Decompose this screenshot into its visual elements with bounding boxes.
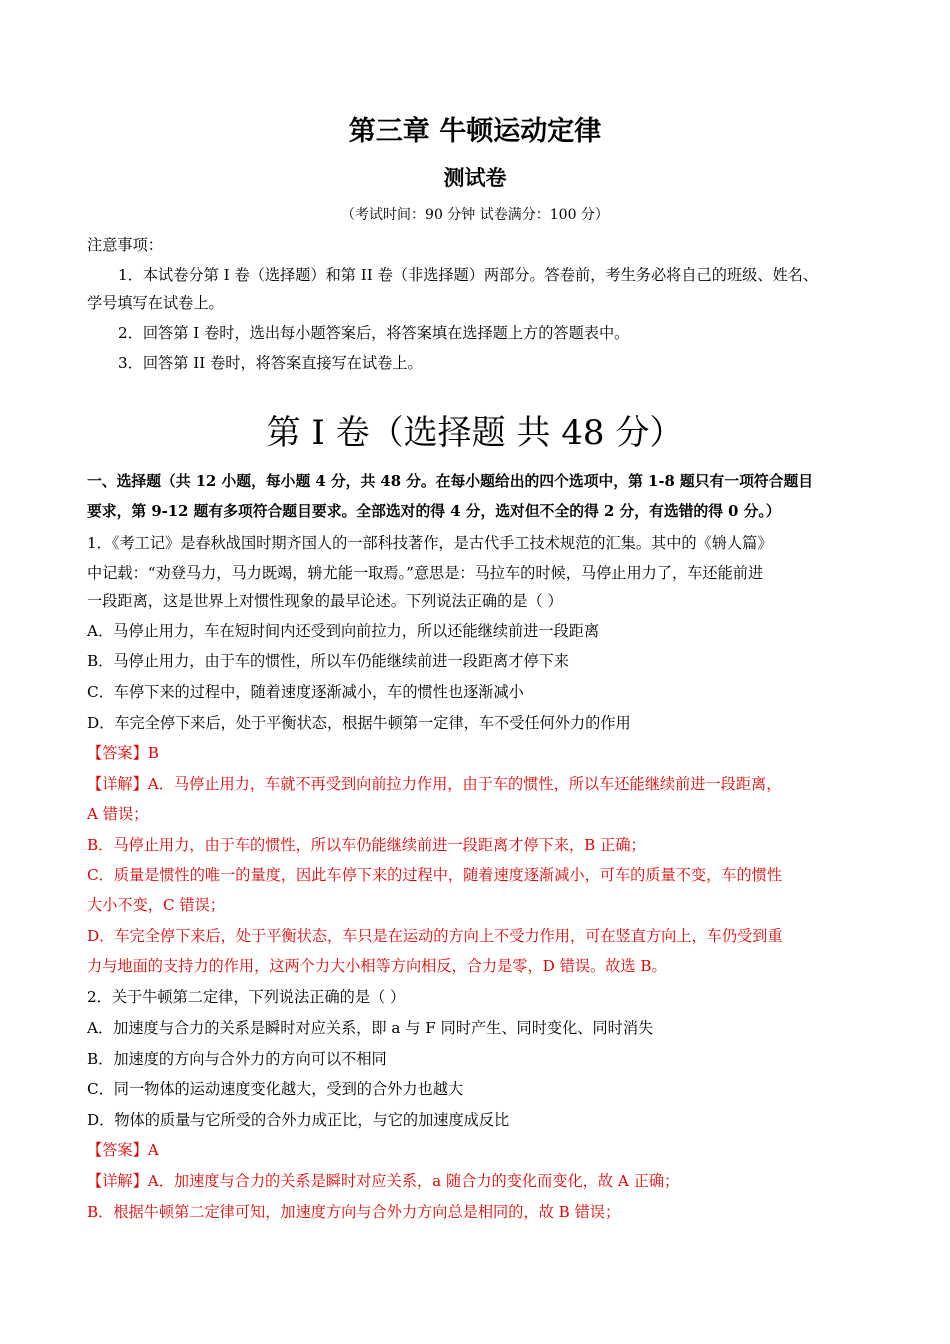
document-title: 第三章 牛顿运动定律 [348, 116, 602, 147]
q2-explanation-b: B．根据牛顿第二定律可知，加速度方向与合外力方向总是相同的，故 B 错误； [87, 1203, 621, 1221]
q1-stem-2: 中记载：“劝登马力，马力既竭，辀尤能一取焉。”意思是：马拉车的时候，马停止用力了，车还能前进 [87, 564, 764, 582]
notice-item-1: 1．本试卷分第 I 卷（选择题）和第 II 卷（非选择题）两部分。答卷前，考生务必将自己的班级、姓名、 [118, 266, 819, 284]
document-subtitle: 测试卷 [443, 166, 507, 190]
q1-option-b: B．马停止用力，由于车的惯性，所以车仍能继续前进一段距离才停下来 [87, 652, 569, 670]
q1-explanation-c-1: C．质量是惯性的唯一的量度，因此车停下来的过程中，随着速度逐渐减小，可车的质量不变，车的惯性 [87, 866, 783, 884]
q1-stem-1: 1．《考工记》是春秋战国时期齐国人的一部科技著作，是古代手工技术规范的汇集。其中的《辀人篇》 [87, 534, 773, 552]
q2-option-a: A．加速度与合力的关系是瞬时对应关系，即 a 与 F 同时产生、同时变化、同时消失 [87, 1019, 654, 1037]
q2-option-d: D．物体的质量与它所受的合外力成正比，与它的加速度成反比 [87, 1111, 510, 1129]
q1-answer: 【答案】B [87, 744, 159, 762]
q2-answer: 【答案】A [87, 1141, 159, 1159]
exam-info: （考试时间：90 分钟 试卷满分：100 分） [341, 207, 609, 223]
notice-item-2: 2．回答第 I 卷时，选出每小题答案后，将答案填在选择题上方的答题表中。 [118, 324, 630, 342]
q1-stem-3: 一段距离，这是世界上对惯性现象的最早论述。下列说法正确的是（ ） [87, 592, 563, 610]
q1-explanation-a-2: A 错误； [87, 805, 149, 823]
notice-item-3: 3．回答第 II 卷时，将答案直接写在试卷上。 [118, 354, 423, 372]
q1-option-c: C．车停下来的过程中，随着速度逐渐减小，车的惯性也逐渐减小 [87, 683, 524, 701]
q1-explanation-a-1: 【详解】A．马停止用力，车就不再受到向前拉力作用，由于车的惯性，所以车还能继续前进一段距离， [87, 775, 782, 793]
part1-title: 第 I 卷（选择题 共 48 分） [266, 413, 684, 453]
notice-item-1-cont: 学号填写在试卷上。 [87, 294, 224, 312]
q1-explanation-d-2: 力与地面的支持力的作用，这两个力大小相等方向相反，合力是零，D 错误。故选 B。 [87, 957, 667, 975]
notice-heading: 注意事项： [87, 236, 163, 254]
q1-option-a: A．马停止用力，车在短时间内还受到向前拉力，所以还能继续前进一段距离 [87, 622, 600, 640]
q1-explanation-b: B．马停止用力，由于车的惯性，所以车仍能继续前进一段距离才停下来，B 正确； [87, 836, 646, 854]
q2-explanation-a: 【详解】A．加速度与合力的关系是瞬时对应关系，a 随合力的变化而变化，故 A 正确； [87, 1172, 680, 1190]
q1-explanation-d-1: D．车完全停下来后，处于平衡状态，车只是在运动的方向上不受力作用，可在竖直方向上，车仍受到重 [87, 927, 783, 945]
q2-option-c: C．同一物体的运动速度变化越大，受到的合外力也越大 [87, 1080, 464, 1098]
q2-stem: 2．关于牛顿第二定律，下列说法正确的是（ ） [87, 988, 406, 1006]
q1-option-d: D．车完全停下来后，处于平衡状态，根据牛顿第一定律，车不受任何外力的作用 [87, 714, 631, 732]
q2-option-b: B．加速度的方向与合外力的方向可以不相同 [87, 1050, 387, 1068]
section-instructions-2: 要求，第 9-12 题有多项符合题目要求。全部选对的得 4 分，选对但不全的得 2 分，有选错的得 0 分。） [87, 503, 781, 520]
q1-explanation-c-2: 大小不变，C 错误； [87, 896, 225, 914]
section-instructions-1: 一、选择题（共 12 小题，每小题 4 分，共 48 分。在每小题给出的四个选项中，第 1-8 题只有一项符合题目 [87, 473, 814, 490]
